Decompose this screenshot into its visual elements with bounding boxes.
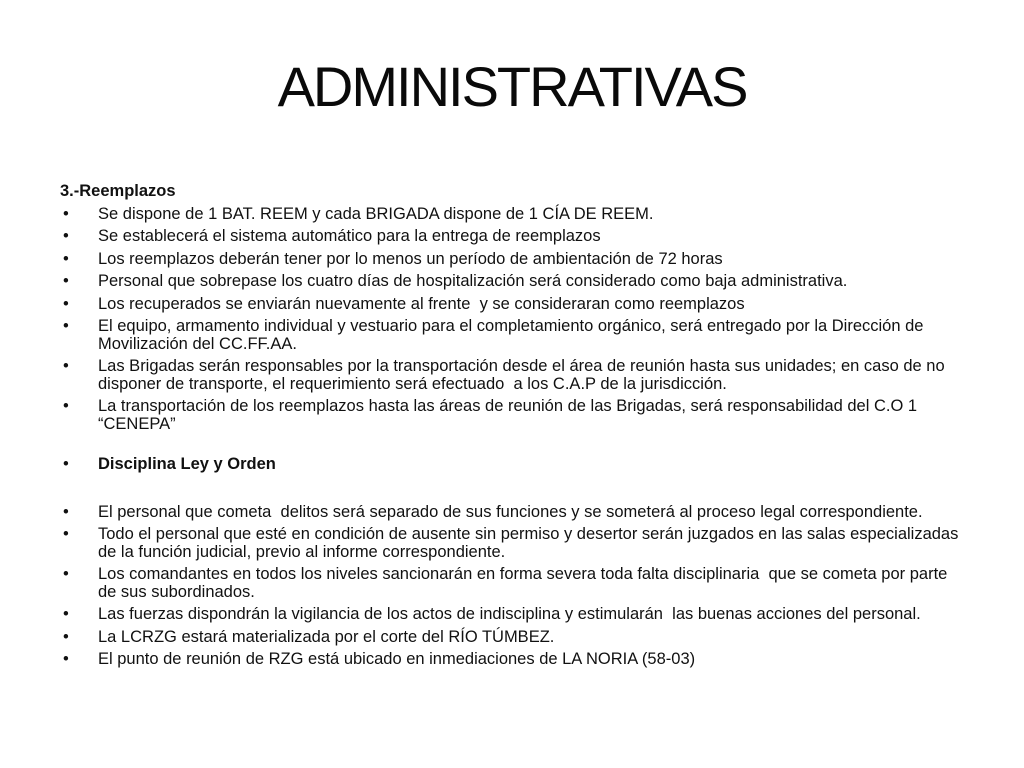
slide-body — [60, 183, 965, 669]
bullet-item — [60, 504, 965, 522]
bullet-text: El punto de reunión de RZG está ubicado en inmediaciones de LA NORIA (58-03) — [98, 650, 696, 668]
bullet-item — [60, 629, 965, 647]
bullet-icon: • — [63, 565, 69, 583]
bullet-text: Los reemplazos deberán tener por lo menos un período de ambientación de 72 horas — [98, 249, 723, 268]
bullet-item — [60, 206, 965, 224]
bullet-icon: • — [63, 627, 69, 646]
bullet-text: Se dispone de 1 BAT. REEM y cada BRIGADA dispone de 1 CÍA DE REEM. — [98, 204, 654, 223]
bullet-item — [60, 358, 965, 393]
bullet-icon: • — [63, 272, 69, 290]
bullet-icon: • — [63, 249, 69, 268]
bullet-text: El personal que cometa delitos será separado de sus funciones y se someterá al proceso legal correspondiente. — [98, 502, 923, 521]
slide-title: ADMINISTRATIVAS — [277, 55, 747, 118]
bullet-item — [60, 566, 965, 601]
bullet-item — [60, 251, 965, 269]
bullet-text: La LCRZG estará materializada por el corte del RÍO TÚMBEZ. — [98, 627, 555, 646]
bullet-item — [60, 526, 965, 561]
bullet-text: Los recuperados se enviarán nuevamente al frente y se consideraran como reemplazos — [98, 294, 745, 313]
bullet-item — [60, 273, 965, 291]
bullet-icon: • — [63, 357, 69, 375]
bullet-text: El equipo, armamento individual y vestuario para el completamiento orgánico, será entregado por la Dirección de Movilización del CC.FF.AA. — [98, 317, 929, 353]
bullet-text: Las fuerzas dispondrán la vigilancia de los actos de indisciplina y estimularán las buenas acciones del personal. — [98, 605, 921, 623]
bullet-icon: • — [63, 397, 69, 415]
bullet-icon: • — [63, 294, 69, 313]
bullet-text: Las Brigadas serán responsables por la transportación desde el área de reunión hasta sus unidades; en caso de no disponer de transporte, el requerimiento será efectuado a los C.A.P de la jurisdicción. — [98, 357, 950, 393]
bullet-icon: • — [63, 204, 69, 223]
bullet-item — [60, 318, 965, 353]
bullet-text: La transportación de los reemplazos hasta las áreas de reunión de las Brigadas, será responsabilidad del C.O 1 “CENEPA” — [98, 397, 922, 433]
bullet-text: Personal que sobrepase los cuatro días de hospitalización será considerado como baja administrativa. — [98, 272, 848, 290]
bullet-item — [60, 651, 965, 669]
bullet-item — [60, 296, 965, 314]
bullet-text: Se establecerá el sistema automático para la entrega de reemplazos — [98, 227, 601, 245]
bullet-text: Todo el personal que esté en condición de ausente sin permiso y desertor serán juzgados en las salas especializadas de la función judicial, previo al informe correspondiente. — [98, 525, 963, 561]
section-heading-disciplina: Disciplina Ley y Orden — [98, 455, 276, 473]
bullet-icon: • — [63, 227, 69, 245]
bullet-icon: • — [63, 317, 69, 335]
bullet-text: Los comandantes en todos los niveles sancionarán en forma severa toda falta disciplinaria que se cometa por parte de sus subordinados. — [98, 565, 952, 601]
bullet-item — [60, 398, 965, 433]
bullet-icon: • — [63, 650, 69, 668]
bullet-icon: • — [63, 605, 69, 623]
bullet-item — [60, 606, 965, 624]
bullet-icon: • — [63, 525, 69, 543]
bullet-icon: • — [63, 455, 69, 473]
section-heading-reemplazos: 3.-Reemplazos — [60, 182, 176, 200]
bullet-icon: • — [63, 502, 69, 521]
bullet-item — [60, 228, 965, 246]
bullet-item — [60, 456, 965, 474]
